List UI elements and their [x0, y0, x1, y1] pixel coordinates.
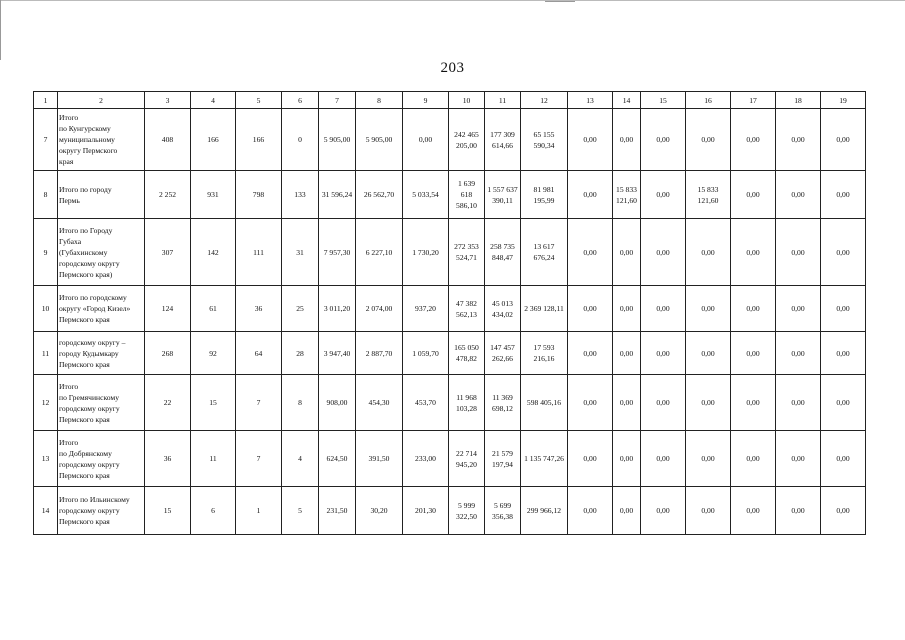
- value-cell: 111: [236, 219, 282, 286]
- value-cell: 0,00: [613, 332, 641, 375]
- row-number-cell: 12: [34, 375, 58, 431]
- value-cell: 0,00: [731, 487, 776, 535]
- column-header: 8: [356, 92, 403, 109]
- value-cell: 2 887,70: [356, 332, 403, 375]
- value-cell: 454,30: [356, 375, 403, 431]
- value-cell: 0,00: [568, 171, 613, 219]
- value-cell: 21 579 197,94: [485, 431, 521, 487]
- row-number-cell: 10: [34, 286, 58, 332]
- value-cell: 61: [191, 286, 236, 332]
- value-cell: 1 557 637 390,11: [485, 171, 521, 219]
- value-cell: 0,00: [731, 171, 776, 219]
- value-cell: 11 968 103,28: [449, 375, 485, 431]
- value-cell: 17 593 216,16: [521, 332, 568, 375]
- value-cell: 3 947,40: [319, 332, 356, 375]
- value-cell: 0,00: [731, 219, 776, 286]
- value-cell: 0,00: [613, 219, 641, 286]
- value-cell: 5 999 322,50: [449, 487, 485, 535]
- value-cell: 931: [191, 171, 236, 219]
- column-header: 10: [449, 92, 485, 109]
- column-header: 17: [731, 92, 776, 109]
- value-cell: 31: [282, 219, 319, 286]
- column-header: 1: [34, 92, 58, 109]
- value-cell: 47 382 562,13: [449, 286, 485, 332]
- value-cell: 0,00: [641, 487, 686, 535]
- value-cell: 0,00: [641, 219, 686, 286]
- value-cell: 0,00: [821, 109, 866, 171]
- value-cell: 0,00: [821, 375, 866, 431]
- value-cell: 408: [145, 109, 191, 171]
- value-cell: 1 135 747,26: [521, 431, 568, 487]
- value-cell: 5 699 356,38: [485, 487, 521, 535]
- value-cell: 13 617 676,24: [521, 219, 568, 286]
- value-cell: 0,00: [776, 332, 821, 375]
- value-cell: 65 155 590,34: [521, 109, 568, 171]
- value-cell: 2 074,00: [356, 286, 403, 332]
- value-cell: 2 252: [145, 171, 191, 219]
- territory-name-cell: Итого по городу Пермь: [58, 171, 145, 219]
- value-cell: 31 596,24: [319, 171, 356, 219]
- value-cell: 258 735 848,47: [485, 219, 521, 286]
- value-cell: 133: [282, 171, 319, 219]
- territory-name-cell: Итого по Гремячинскому городскому округу Пермского края: [58, 375, 145, 431]
- value-cell: 4: [282, 431, 319, 487]
- value-cell: 624,50: [319, 431, 356, 487]
- column-header: 13: [568, 92, 613, 109]
- value-cell: 0,00: [731, 375, 776, 431]
- value-cell: 0: [282, 109, 319, 171]
- value-cell: 598 405,16: [521, 375, 568, 431]
- value-cell: 124: [145, 286, 191, 332]
- value-cell: 36: [145, 431, 191, 487]
- column-header: 15: [641, 92, 686, 109]
- value-cell: 0,00: [776, 171, 821, 219]
- territory-name-cell: Итого по Кунгурскому муниципальному округу Пермского края: [58, 109, 145, 171]
- value-cell: 0,00: [776, 109, 821, 171]
- value-cell: 165 050 478,82: [449, 332, 485, 375]
- value-cell: 0,00: [613, 109, 641, 171]
- column-header: 3: [145, 92, 191, 109]
- value-cell: 142: [191, 219, 236, 286]
- row-number-cell: 11: [34, 332, 58, 375]
- value-cell: 0,00: [821, 219, 866, 286]
- value-cell: 0,00: [821, 171, 866, 219]
- value-cell: 268: [145, 332, 191, 375]
- value-cell: 0,00: [821, 431, 866, 487]
- value-cell: 22 714 945,20: [449, 431, 485, 487]
- value-cell: 798: [236, 171, 282, 219]
- value-cell: 0,00: [731, 286, 776, 332]
- row-number-cell: 9: [34, 219, 58, 286]
- value-cell: 0,00: [641, 431, 686, 487]
- value-cell: 1 059,70: [403, 332, 449, 375]
- value-cell: 6 227,10: [356, 219, 403, 286]
- value-cell: 233,00: [403, 431, 449, 487]
- value-cell: 0,00: [613, 375, 641, 431]
- value-cell: 28: [282, 332, 319, 375]
- column-header: 14: [613, 92, 641, 109]
- value-cell: 7 957,30: [319, 219, 356, 286]
- value-cell: 11: [191, 431, 236, 487]
- value-cell: 7: [236, 375, 282, 431]
- value-cell: 81 981 195,99: [521, 171, 568, 219]
- column-header: 5: [236, 92, 282, 109]
- value-cell: 0,00: [641, 171, 686, 219]
- column-header: 2: [58, 92, 145, 109]
- value-cell: 0,00: [776, 286, 821, 332]
- value-cell: 8: [282, 375, 319, 431]
- table-row: [34, 219, 866, 286]
- value-cell: 0,00: [613, 487, 641, 535]
- column-header: 18: [776, 92, 821, 109]
- value-cell: 30,20: [356, 487, 403, 535]
- value-cell: 0,00: [613, 286, 641, 332]
- value-cell: 0,00: [686, 487, 731, 535]
- value-cell: 0,00: [403, 109, 449, 171]
- table-row: [34, 171, 866, 219]
- value-cell: 0,00: [776, 487, 821, 535]
- value-cell: 391,50: [356, 431, 403, 487]
- value-cell: 937,20: [403, 286, 449, 332]
- column-header: 12: [521, 92, 568, 109]
- value-cell: 0,00: [686, 332, 731, 375]
- value-cell: 5: [282, 487, 319, 535]
- value-cell: 5 905,00: [356, 109, 403, 171]
- scan-mark: [545, 1, 575, 2]
- value-cell: 272 353 524,71: [449, 219, 485, 286]
- territory-name-cell: Итого по Городу Губаха (Губахинскому городскому округу Пермского края): [58, 219, 145, 286]
- territory-name-cell: Итого по Ильинскому городскому округу Пермского края: [58, 487, 145, 535]
- row-number-cell: 13: [34, 431, 58, 487]
- value-cell: 177 309 614,66: [485, 109, 521, 171]
- territory-name-cell: Итого по Добрянскому городскому округу Пермского края: [58, 431, 145, 487]
- value-cell: 0,00: [568, 109, 613, 171]
- table-row: [34, 332, 866, 375]
- value-cell: 0,00: [686, 286, 731, 332]
- value-cell: 231,50: [319, 487, 356, 535]
- value-cell: 0,00: [568, 219, 613, 286]
- value-cell: 299 966,12: [521, 487, 568, 535]
- value-cell: 64: [236, 332, 282, 375]
- value-cell: 201,30: [403, 487, 449, 535]
- row-number-cell: 14: [34, 487, 58, 535]
- value-cell: 0,00: [731, 332, 776, 375]
- value-cell: 22: [145, 375, 191, 431]
- value-cell: 166: [236, 109, 282, 171]
- value-cell: 908,00: [319, 375, 356, 431]
- value-cell: 25: [282, 286, 319, 332]
- table-row: [34, 286, 866, 332]
- value-cell: 0,00: [821, 332, 866, 375]
- value-cell: 15: [191, 375, 236, 431]
- value-cell: 0,00: [821, 286, 866, 332]
- value-cell: 3 011,20: [319, 286, 356, 332]
- table-row: [34, 375, 866, 431]
- value-cell: 0,00: [641, 109, 686, 171]
- column-header: 16: [686, 92, 731, 109]
- value-cell: 0,00: [776, 431, 821, 487]
- value-cell: 0,00: [821, 487, 866, 535]
- value-cell: 0,00: [686, 109, 731, 171]
- table-header-row: [34, 92, 866, 109]
- value-cell: 0,00: [686, 375, 731, 431]
- table-row: [34, 487, 866, 535]
- value-cell: 45 013 434,02: [485, 286, 521, 332]
- value-cell: 0,00: [731, 431, 776, 487]
- value-cell: 5 033,54: [403, 171, 449, 219]
- value-cell: 2 369 128,11: [521, 286, 568, 332]
- territory-name-cell: Итого по городскому округу «Город Кизел» Пермского края: [58, 286, 145, 332]
- data-table: [33, 91, 866, 535]
- value-cell: 0,00: [641, 286, 686, 332]
- value-cell: 307: [145, 219, 191, 286]
- value-cell: 1 639 618 586,10: [449, 171, 485, 219]
- column-header: 11: [485, 92, 521, 109]
- value-cell: 0,00: [641, 332, 686, 375]
- value-cell: 0,00: [641, 375, 686, 431]
- value-cell: 11 369 698,12: [485, 375, 521, 431]
- value-cell: 242 465 205,00: [449, 109, 485, 171]
- value-cell: 0,00: [568, 286, 613, 332]
- value-cell: 15 833 121,60: [686, 171, 731, 219]
- value-cell: 166: [191, 109, 236, 171]
- value-cell: 5 905,00: [319, 109, 356, 171]
- column-header: 19: [821, 92, 866, 109]
- value-cell: 7: [236, 431, 282, 487]
- row-number-cell: 7: [34, 109, 58, 171]
- value-cell: 0,00: [568, 375, 613, 431]
- value-cell: 15: [145, 487, 191, 535]
- value-cell: 0,00: [613, 431, 641, 487]
- column-header: 4: [191, 92, 236, 109]
- column-header: 6: [282, 92, 319, 109]
- territory-name-cell: городскому округу – городу Кудымкару Пермского края: [58, 332, 145, 375]
- table-row: [34, 109, 866, 171]
- page-number: 203: [440, 60, 465, 76]
- value-cell: 0,00: [776, 219, 821, 286]
- value-cell: 0,00: [568, 332, 613, 375]
- value-cell: 0,00: [568, 431, 613, 487]
- scan-edge-top: [0, 0, 905, 1]
- table-row: [34, 431, 866, 487]
- value-cell: 147 457 262,66: [485, 332, 521, 375]
- value-cell: 0,00: [731, 109, 776, 171]
- value-cell: 1: [236, 487, 282, 535]
- value-cell: 15 833 121,60: [613, 171, 641, 219]
- row-number-cell: 8: [34, 171, 58, 219]
- value-cell: 92: [191, 332, 236, 375]
- value-cell: 26 562,70: [356, 171, 403, 219]
- value-cell: 0,00: [686, 431, 731, 487]
- value-cell: 0,00: [686, 219, 731, 286]
- scan-edge-left: [0, 0, 1, 60]
- value-cell: 1 730,20: [403, 219, 449, 286]
- value-cell: 6: [191, 487, 236, 535]
- column-header: 9: [403, 92, 449, 109]
- column-header: 7: [319, 92, 356, 109]
- value-cell: 453,70: [403, 375, 449, 431]
- value-cell: 0,00: [776, 375, 821, 431]
- value-cell: 36: [236, 286, 282, 332]
- value-cell: 0,00: [568, 487, 613, 535]
